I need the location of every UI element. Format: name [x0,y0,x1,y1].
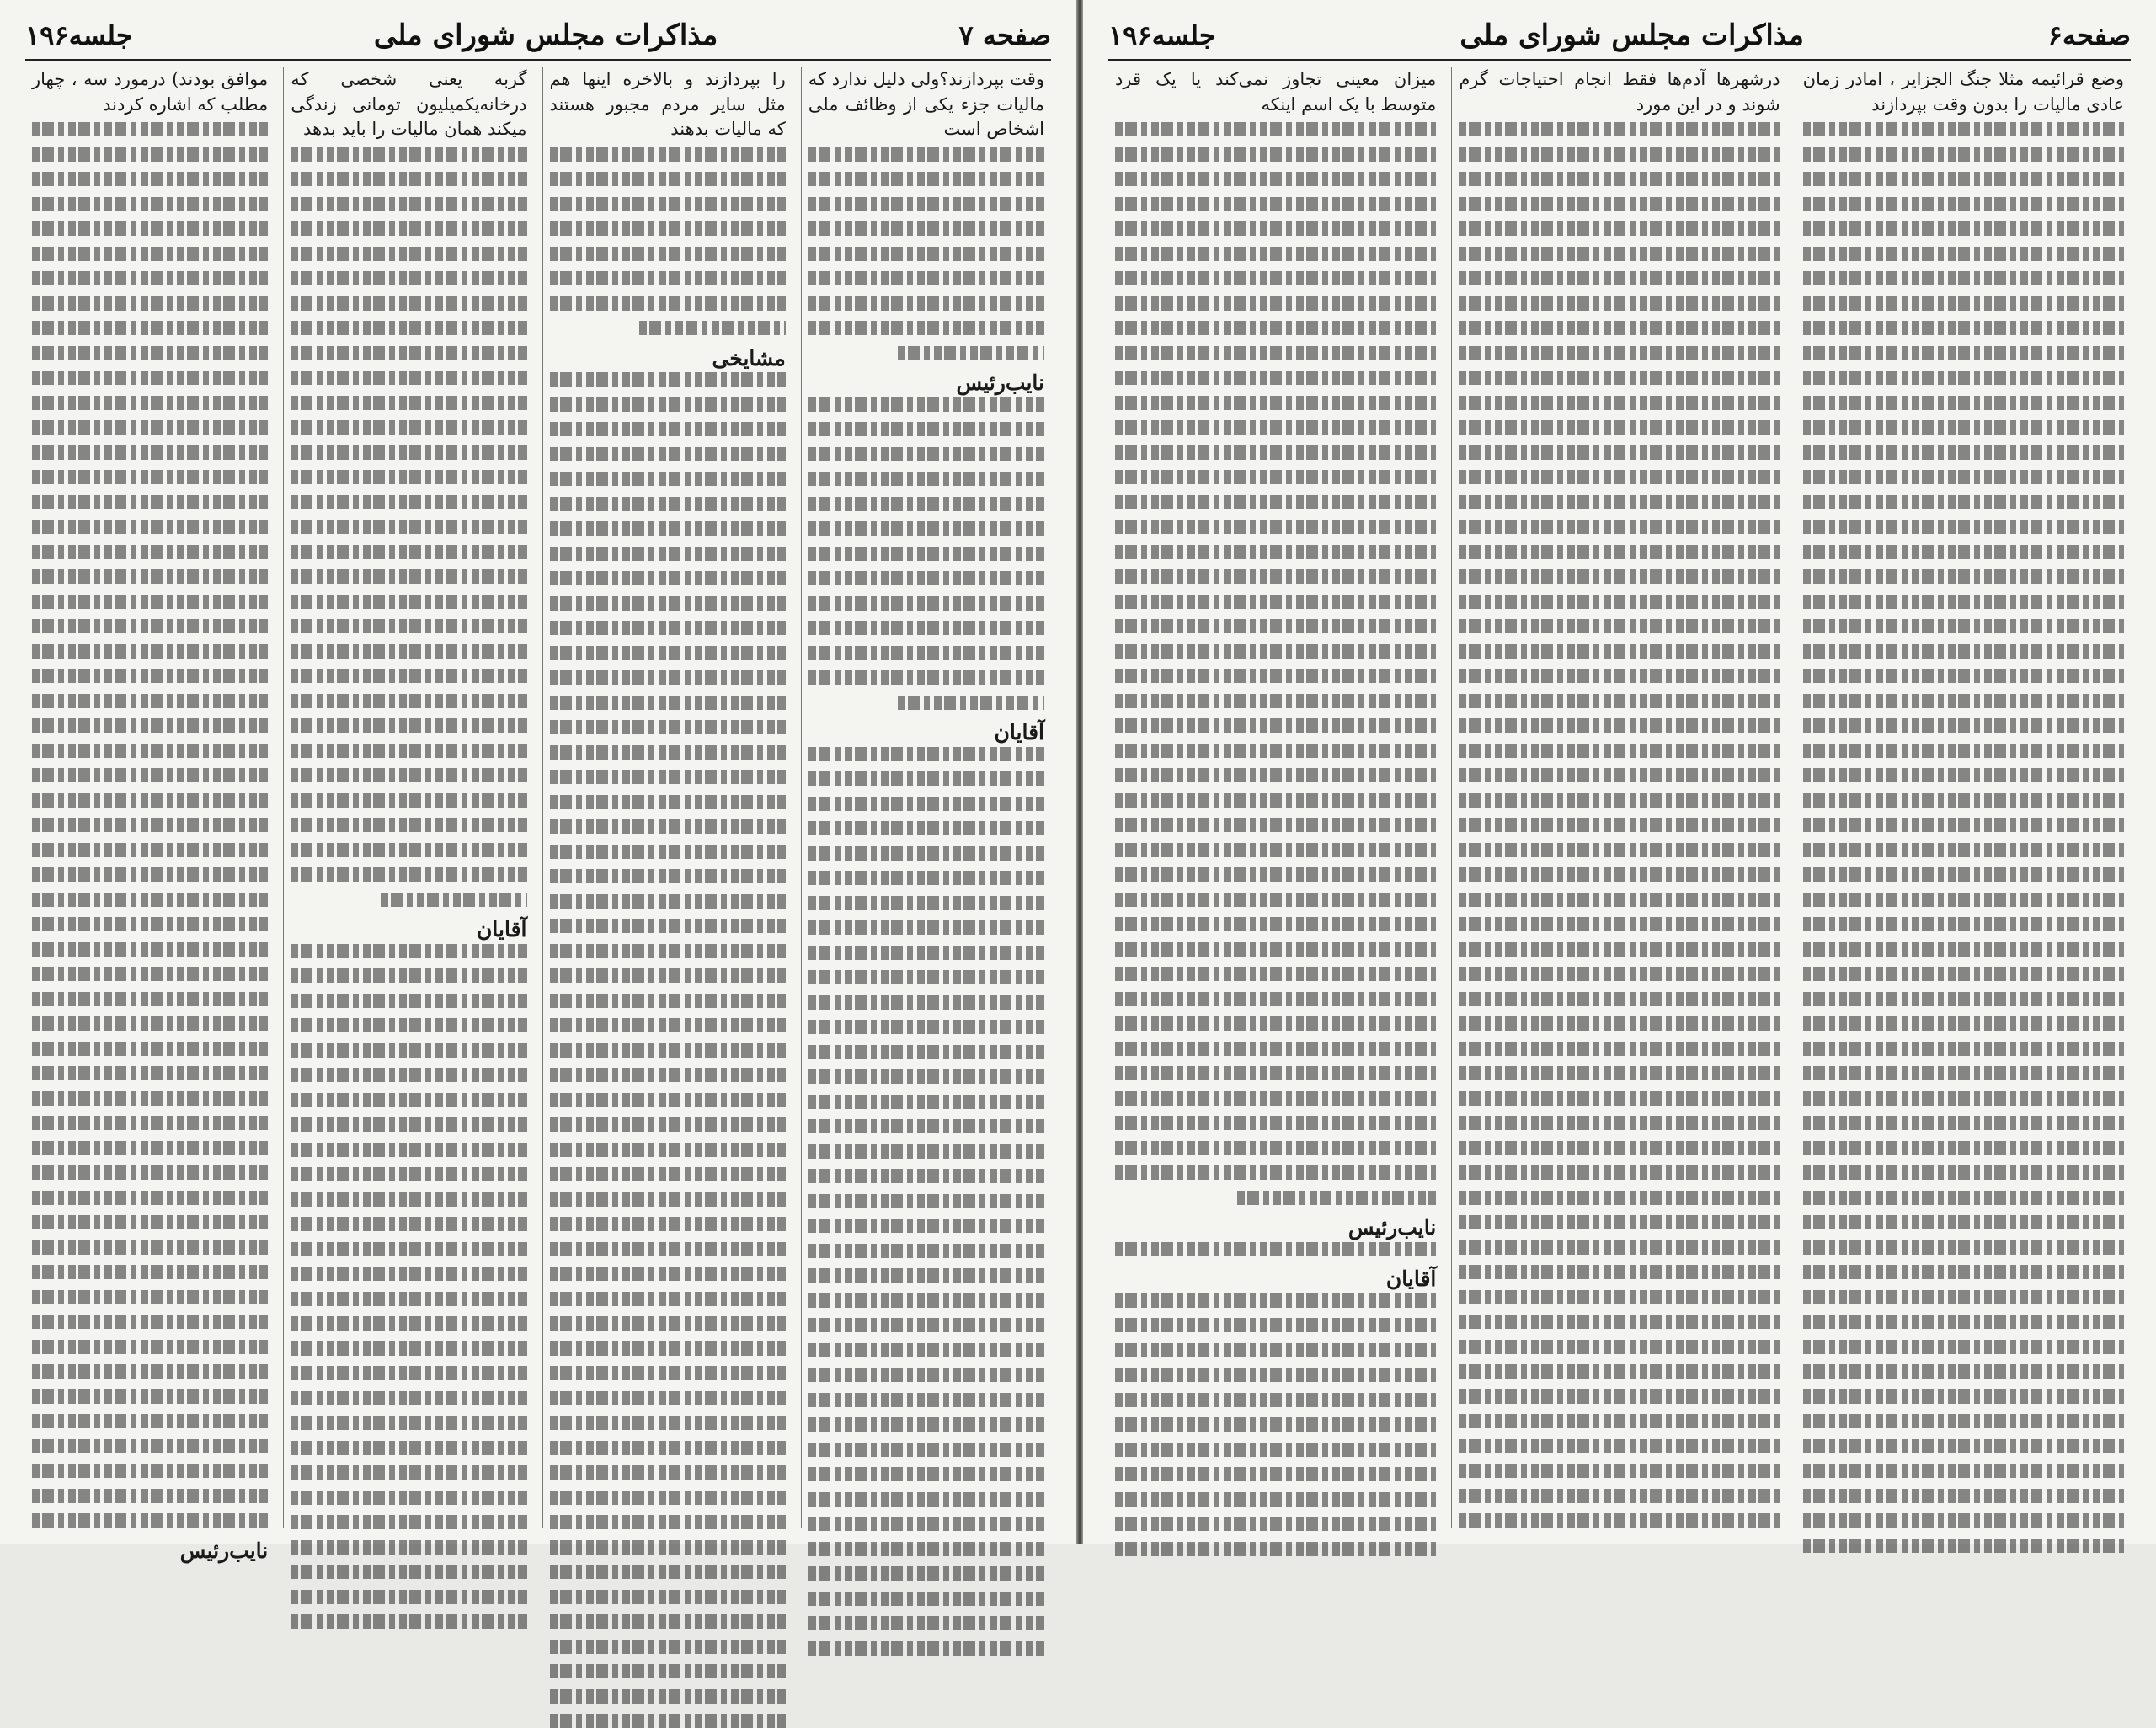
page-number: صفحه۶ [2047,19,2131,51]
text-column-2 [542,67,792,1528]
column-opening-text: گربه یعنی شخصی که درخانه‌یکمیلیون تومانی زندگی میکند همان مالیات را باید بدهد [291,69,527,139]
page-six [1083,0,2156,1544]
session-number: جلسه۱۹۶ [1108,19,1216,51]
column-opening-text: درشهرها آدم‌ها فقط انجام احتیاجات گرم شوند و در این مورد [1459,69,1780,115]
text-columns [1108,67,2131,1528]
header-rule [25,59,1051,61]
text-column-4 [25,67,275,1563]
text-column-2 [1451,67,1786,1528]
speaker-heading: مشایخی [712,345,786,371]
column-opening-text: میزان معینی تجاوز نمی‌کند یا یک قرد متوسط با یک اسم اینکه [1115,69,1437,115]
column-opening-text: وضع قرائیمه مثلا جنگ الجزایر ، امادر زمان عادی مالیات را بدون وقت بپردازند [1802,69,2124,115]
body-text-lines [32,122,268,1528]
speaker-heading: آقایان [1385,1267,1437,1291]
speaker-heading: نایب‌رئیس [956,371,1044,395]
page-header [1108,15,2131,56]
body-text-lines [1459,122,1780,1528]
session-number: جلسه۱۹۶ [25,19,133,51]
column-opening-text: موافق بودند) درمورد سه ، چهار مطلب که اشاره کردند [32,69,269,115]
body-text-lines [291,147,526,907]
body-text-lines [808,147,1044,360]
publication-title: مذاکرات مجلس شورای ملی [1460,19,1804,52]
body-text-lines [550,372,786,1728]
header-rule [1108,59,2131,61]
text-column-1 [801,67,1051,1528]
page-gutter [1076,0,1083,1544]
column-opening-text: را بپردازند و بالاخره اینها هم مثل سایر مردم مجبور هستند که مالیات بدهند [549,69,786,139]
column-opening-text: وقت بپردازند؟ولی دلیل ندارد که مالیات جزء یکی از وظائف ملی اشخاص است [808,69,1044,139]
body-text-lines [550,147,786,336]
body-text-lines [291,944,526,1629]
body-text-lines [1115,122,1436,1205]
page-seven [0,0,1076,1563]
text-column-1 [1796,67,2131,1528]
page-number: صفحه ۷ [958,19,1051,51]
speaker-heading: نایب‌رئیس [179,1538,269,1563]
speaker-heading: نایب‌رئیس [1348,1215,1437,1240]
body-text-lines [1803,122,2124,1553]
speaker-heading: آقایان [994,720,1044,744]
page-header [25,15,1051,56]
body-text-lines [808,747,1044,1656]
speaker-heading: آقایان [477,917,527,941]
body-text-lines [808,397,1044,710]
text-column-3 [283,67,533,1528]
text-columns [25,67,1051,1563]
text-column-3 [1108,67,1443,1528]
body-text-lines [1115,1293,1436,1556]
publication-title: مذاکرات مجلس شورای ملی [373,19,718,52]
